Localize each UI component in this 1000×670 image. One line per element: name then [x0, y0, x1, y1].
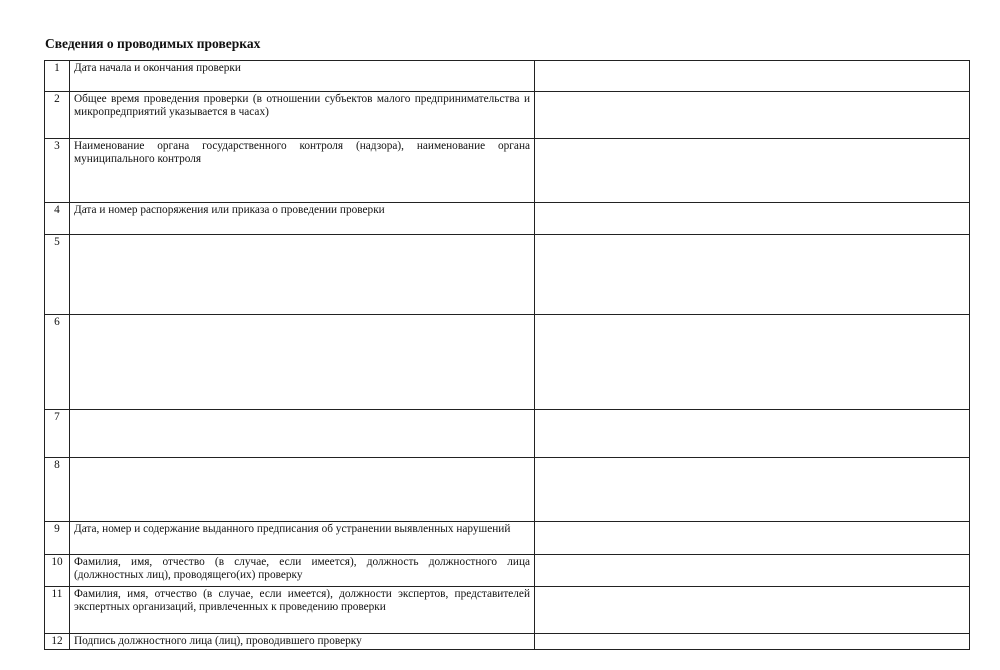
row-description: Дата и номер распоряжения или приказа о проведении проверки [70, 203, 535, 235]
row-number: 12 [45, 634, 70, 650]
row-number: 5 [45, 235, 70, 315]
row-description: Подпись должностного лица (лиц), проводившего проверку [70, 634, 535, 650]
row-description[interactable] [70, 458, 535, 522]
table-row [45, 61, 970, 92]
row-value-cell[interactable] [535, 587, 970, 634]
row-value-cell[interactable] [535, 61, 970, 92]
table-row [45, 522, 970, 555]
row-description: Фамилия, имя, отчество (в случае, если имеется), должность должностного лица (должностных лиц), проводящего(их) проверку [70, 555, 535, 587]
table-row [45, 587, 970, 634]
row-description: Дата начала и окончания проверки [70, 61, 535, 92]
row-description: Наименование органа государственного контроля (надзора), наименование органа муниципального контроля [70, 139, 535, 203]
table-row [45, 634, 970, 650]
row-number: 11 [45, 587, 70, 634]
row-value-cell[interactable] [535, 203, 970, 235]
row-value-cell[interactable] [535, 522, 970, 555]
row-number: 4 [45, 203, 70, 235]
row-number: 3 [45, 139, 70, 203]
row-number: 1 [45, 61, 70, 92]
row-value-cell[interactable] [535, 139, 970, 203]
row-value-cell[interactable] [535, 555, 970, 587]
row-value-cell[interactable] [535, 315, 970, 410]
row-number: 2 [45, 92, 70, 139]
row-number: 9 [45, 522, 70, 555]
row-value-cell[interactable] [535, 458, 970, 522]
row-value-cell[interactable] [535, 92, 970, 139]
table-row [45, 458, 970, 522]
row-description: Дата, номер и содержание выданного предписания об устранении выявленных нарушений [70, 522, 535, 555]
row-description: Общее время проведения проверки (в отношении субъектов малого предпринимательства и микропредприятий указывается в часах) [70, 92, 535, 139]
document-title: Сведения о проводимых проверках [45, 36, 261, 51]
table-row [45, 203, 970, 235]
inspection-log-table [44, 60, 970, 650]
row-description[interactable] [70, 315, 535, 410]
row-description: Фамилия, имя, отчество (в случае, если имеется), должности экспертов, представителей экспертных организаций, привлеченных к проведению проверки [70, 587, 535, 634]
table-row [45, 555, 970, 587]
table-row [45, 139, 970, 203]
row-number: 7 [45, 410, 70, 458]
table-row [45, 235, 970, 315]
table-row [45, 92, 970, 139]
row-value-cell[interactable] [535, 634, 970, 650]
table-row [45, 410, 970, 458]
row-value-cell[interactable] [535, 235, 970, 315]
row-description[interactable] [70, 235, 535, 315]
row-number: 8 [45, 458, 70, 522]
table-row [45, 315, 970, 410]
row-number: 6 [45, 315, 70, 410]
row-value-cell[interactable] [535, 410, 970, 458]
row-description[interactable] [70, 410, 535, 458]
row-number: 10 [45, 555, 70, 587]
